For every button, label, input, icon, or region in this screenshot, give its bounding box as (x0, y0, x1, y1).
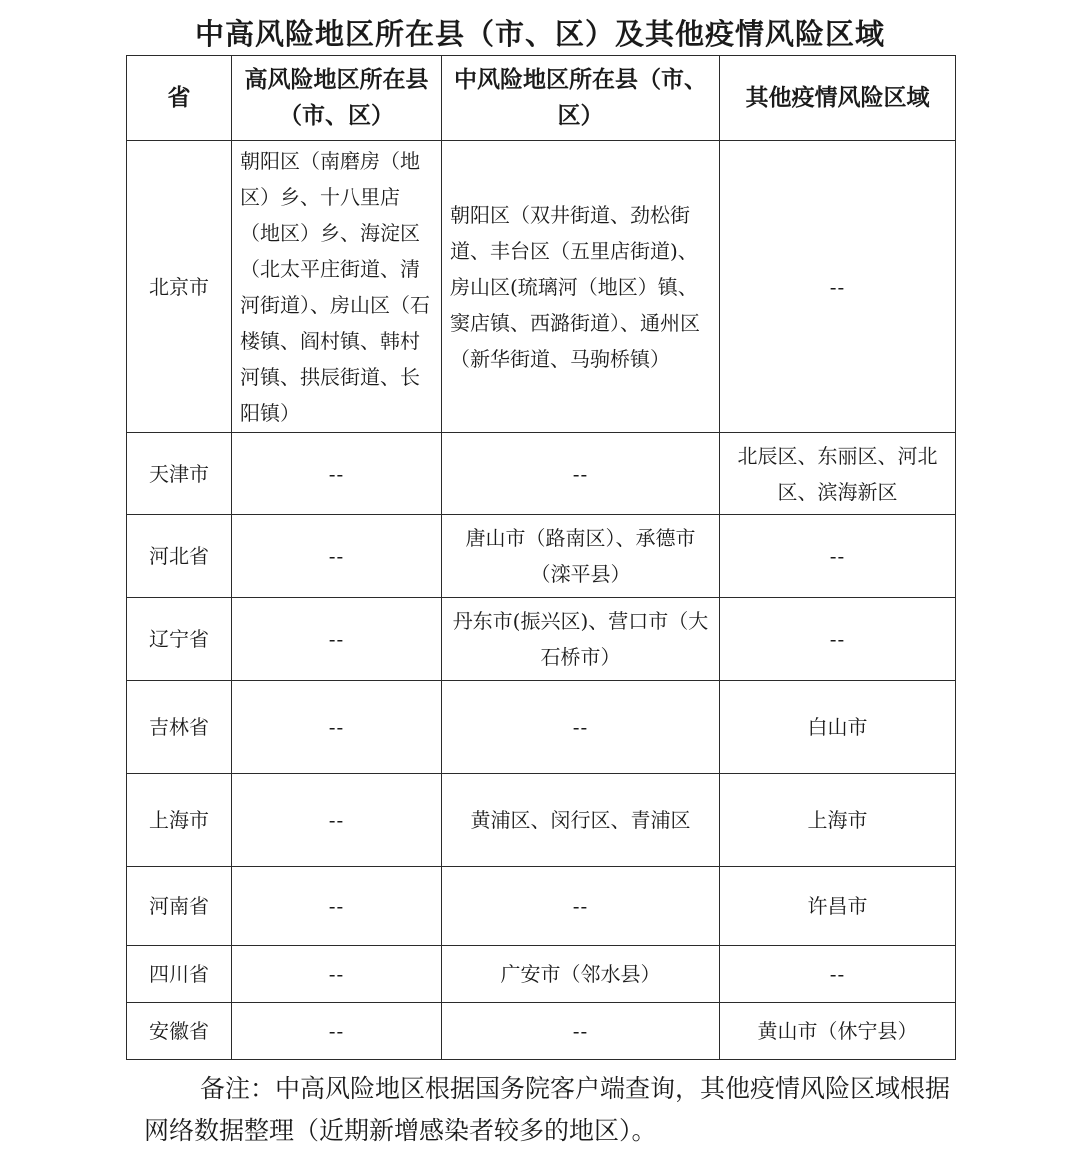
cell-other-risk: 上海市 (720, 774, 956, 867)
cell-high-risk: -- (232, 515, 442, 598)
cell-province: 天津市 (127, 433, 232, 515)
cell-high-risk: -- (232, 433, 442, 515)
cell-province: 吉林省 (127, 681, 232, 774)
cell-high-risk: -- (232, 1003, 442, 1060)
cell-medium-risk: 唐山市（路南区）、承德市（滦平县） (442, 515, 720, 598)
table-row (127, 598, 956, 681)
cell-high-risk: -- (232, 946, 442, 1003)
cell-medium-risk: -- (442, 681, 720, 774)
document-title: 中高风险地区所在县（市、区）及其他疫情风险区域 (194, 17, 885, 51)
table-row (127, 867, 956, 946)
table-row (127, 946, 956, 1003)
cell-medium-risk: -- (442, 433, 720, 515)
header-high-risk: 高风险地区所在县（市、区） (232, 56, 442, 141)
table-row (127, 515, 956, 598)
cell-medium-risk: 黄浦区、闵行区、青浦区 (442, 774, 720, 867)
cell-province: 辽宁省 (127, 598, 232, 681)
cell-other-risk: 北辰区、东丽区、河北区、滨海新区 (720, 433, 956, 515)
risk-area-table (126, 55, 956, 1060)
cell-other-risk: 许昌市 (720, 867, 956, 946)
table-row (127, 681, 956, 774)
cell-province: 北京市 (127, 141, 232, 433)
cell-medium-risk: -- (442, 867, 720, 946)
cell-medium-risk: 朝阳区（双井街道、劲松街道、丰台区（五里店街道)、房山区(琉璃河（地区）镇、窦店镇、西潞街道）、通州区（新华街道、马驹桥镇） (442, 141, 720, 433)
cell-other-risk: -- (720, 598, 956, 681)
cell-medium-risk: 广安市（邻水县） (442, 946, 720, 1003)
table-header-row (127, 56, 956, 141)
cell-high-risk: -- (232, 598, 442, 681)
cell-province: 上海市 (127, 774, 232, 867)
table-row (127, 141, 956, 433)
cell-province: 安徽省 (127, 1003, 232, 1060)
header-other-risk: 其他疫情风险区域 (720, 56, 956, 141)
cell-province: 河北省 (127, 515, 232, 598)
cell-high-risk: -- (232, 774, 442, 867)
cell-high-risk: -- (232, 681, 442, 774)
cell-other-risk: -- (720, 946, 956, 1003)
cell-province: 四川省 (127, 946, 232, 1003)
cell-other-risk: -- (720, 515, 956, 598)
table-row (127, 1003, 956, 1060)
table-row (127, 774, 956, 867)
header-medium-risk: 中风险地区所在县（市、区） (442, 56, 720, 141)
header-province: 省 (127, 56, 232, 141)
cell-other-risk: 白山市 (720, 681, 956, 774)
cell-province: 河南省 (127, 867, 232, 946)
table-row (127, 433, 956, 515)
cell-other-risk: 黄山市（休宁县） (720, 1003, 956, 1060)
footnote: 备注：中高风险地区根据国务院客户端查询，其他疫情风险区域根据网络数据整理（近期新增感染者较多的地区）。 (144, 1074, 951, 1145)
cell-medium-risk: 丹东市(振兴区)、营口市（大石桥市） (442, 598, 720, 681)
cell-high-risk: 朝阳区（南磨房（地区）乡、十八里店（地区）乡、海淀区（北太平庄街道、清河街道）、房山区（石楼镇、阎村镇、韩村河镇、拱辰街道、长阳镇） (232, 141, 442, 433)
cell-medium-risk: -- (442, 1003, 720, 1060)
cell-other-risk: -- (720, 141, 956, 433)
cell-high-risk: -- (232, 867, 442, 946)
